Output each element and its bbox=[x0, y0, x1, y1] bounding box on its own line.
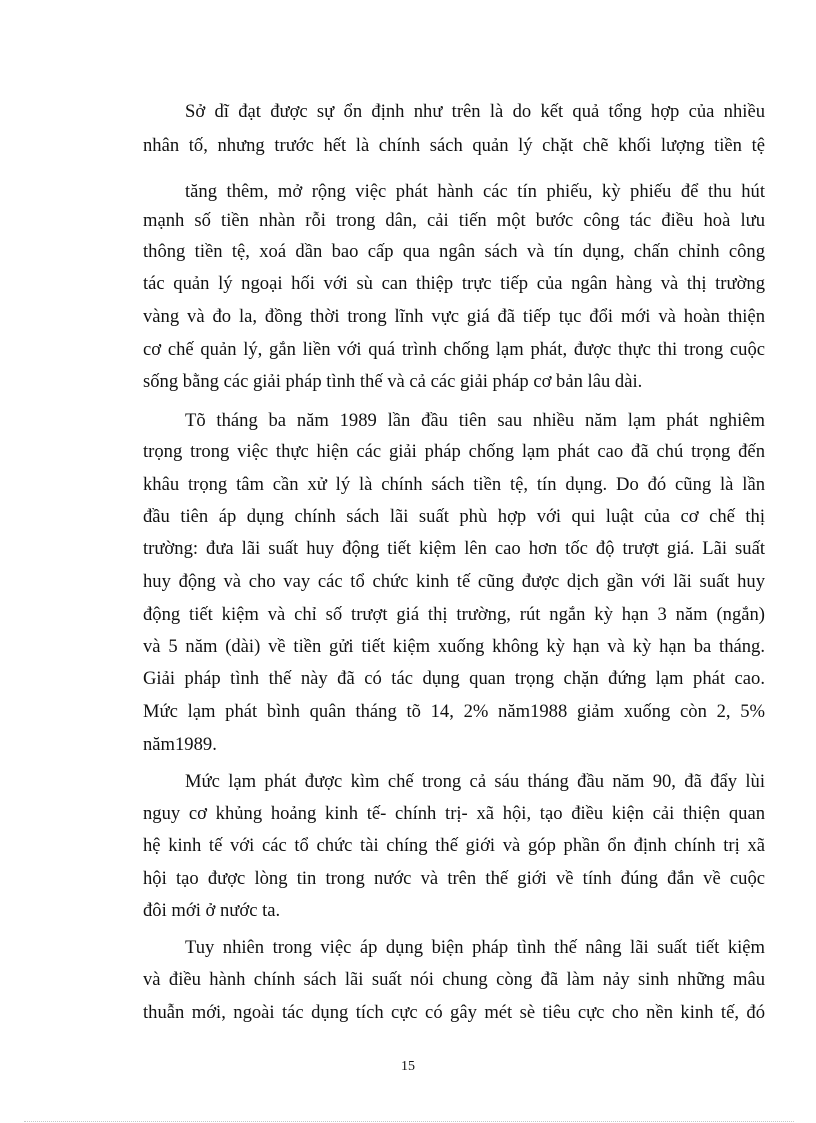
page-bottom-divider bbox=[24, 1121, 794, 1122]
text-line: tác quản lý ngoại hối với sù can thiệp trực tiếp của ngân hàng và thị trường bbox=[143, 273, 765, 294]
text-line: Tuy nhiên trong việc áp dụng biện pháp tình thế nâng lãi suất tiết kiệm bbox=[185, 937, 765, 958]
text-line: hệ kinh tế với các tổ chức tài chíng thế giới và góp phần ổn định chính trị xã bbox=[143, 835, 765, 856]
text-line: đôi mới ở nước ta. bbox=[143, 900, 281, 921]
page-number: 15 bbox=[401, 1059, 415, 1074]
text-line: thông tiền tệ, xoá dần bao cấp qua ngân sách và tín dụng, chấn chỉnh công bbox=[143, 241, 765, 262]
text-line: Sở dĩ đạt được sự ổn định như trên là do kết quả tổng hợp của nhiều bbox=[185, 101, 765, 122]
text-line: trường: đưa lãi suất huy động tiết kiệm lên cao hơn tốc độ trượt giá. Lãi suất bbox=[143, 538, 765, 559]
text-line: trọng trong việc thực hiện các giải pháp chống lạm phát cao đã chú trọng đến bbox=[143, 441, 765, 462]
text-line: và 5 năm (dài) về tiền gửi tiết kiệm xuống không kỳ hạn và kỳ hạn ba tháng. bbox=[143, 636, 765, 657]
text-line: và điều hành chính sách lãi suất nói chung còng đã làm nảy sinh những mâu bbox=[143, 969, 765, 990]
text-line: vàng và đo la, đồng thời trong lĩnh vực giá đã tiếp tục đổi mới và hoàn thiện bbox=[143, 306, 765, 327]
text-line: Mức lạm phát được kìm chế trong cả sáu tháng đầu năm 90, đã đẩy lùi bbox=[185, 771, 765, 792]
text-line: tăng thêm, mở rộng việc phát hành các tín phiếu, kỳ phiếu để thu hút bbox=[185, 181, 765, 202]
text-line: đầu tiên áp dụng chính sách lãi suất phù hợp với qui luật của cơ chế thị bbox=[143, 506, 765, 527]
text-line: thuẫn mới, ngoài tác dụng tích cực có gây mét sè tiêu cực cho nền kinh tế, đó bbox=[143, 1002, 765, 1023]
text-line: động tiết kiệm và chỉ số trượt giá thị trường, rút ngắn kỳ hạn 3 năm (ngắn) bbox=[143, 604, 765, 625]
text-line: Giải pháp tình thế này đã có tác dụng quan trọng chặn đứng lạm phát cao. bbox=[143, 668, 765, 689]
text-line: Tõ tháng ba năm 1989 lần đầu tiên sau nhiều năm lạm phát nghiêm bbox=[185, 410, 765, 431]
text-line: sống bằng các giải pháp tình thế và cả các giải pháp cơ bản lâu dài. bbox=[143, 371, 643, 392]
text-line: năm1989. bbox=[143, 734, 217, 755]
text-line: khâu trọng tâm cần xử lý là chính sách tiền tệ, tín dụng. Do đó cũng là lần bbox=[143, 474, 765, 495]
text-line: hội tạo được lòng tin trong nước và trên thế giới về tính đúng đắn về cuộc bbox=[143, 868, 765, 889]
text-line: mạnh số tiền nhàn rỗi trong dân, cải tiến một bước công tác điều hoà lưu bbox=[143, 210, 765, 231]
text-line: Mức lạm phát bình quân tháng tõ 14, 2% năm1988 giảm xuống còn 2, 5% bbox=[143, 701, 765, 722]
text-line: nhân tố, nhưng trước hết là chính sách quản lý chặt chẽ khối lượng tiền tệ bbox=[143, 135, 765, 156]
text-line: huy động và cho vay các tổ chức kinh tế cũng được dịch gần với lãi suất huy bbox=[143, 571, 765, 592]
text-line: nguy cơ khủng hoảng kinh tế- chính trị- xã hội, tạo điều kiện cải thiện quan bbox=[143, 803, 765, 824]
text-line: cơ chế quản lý, gắn liền với quá trình chống lạm phát, được thực thi trong cuộc bbox=[143, 339, 765, 360]
